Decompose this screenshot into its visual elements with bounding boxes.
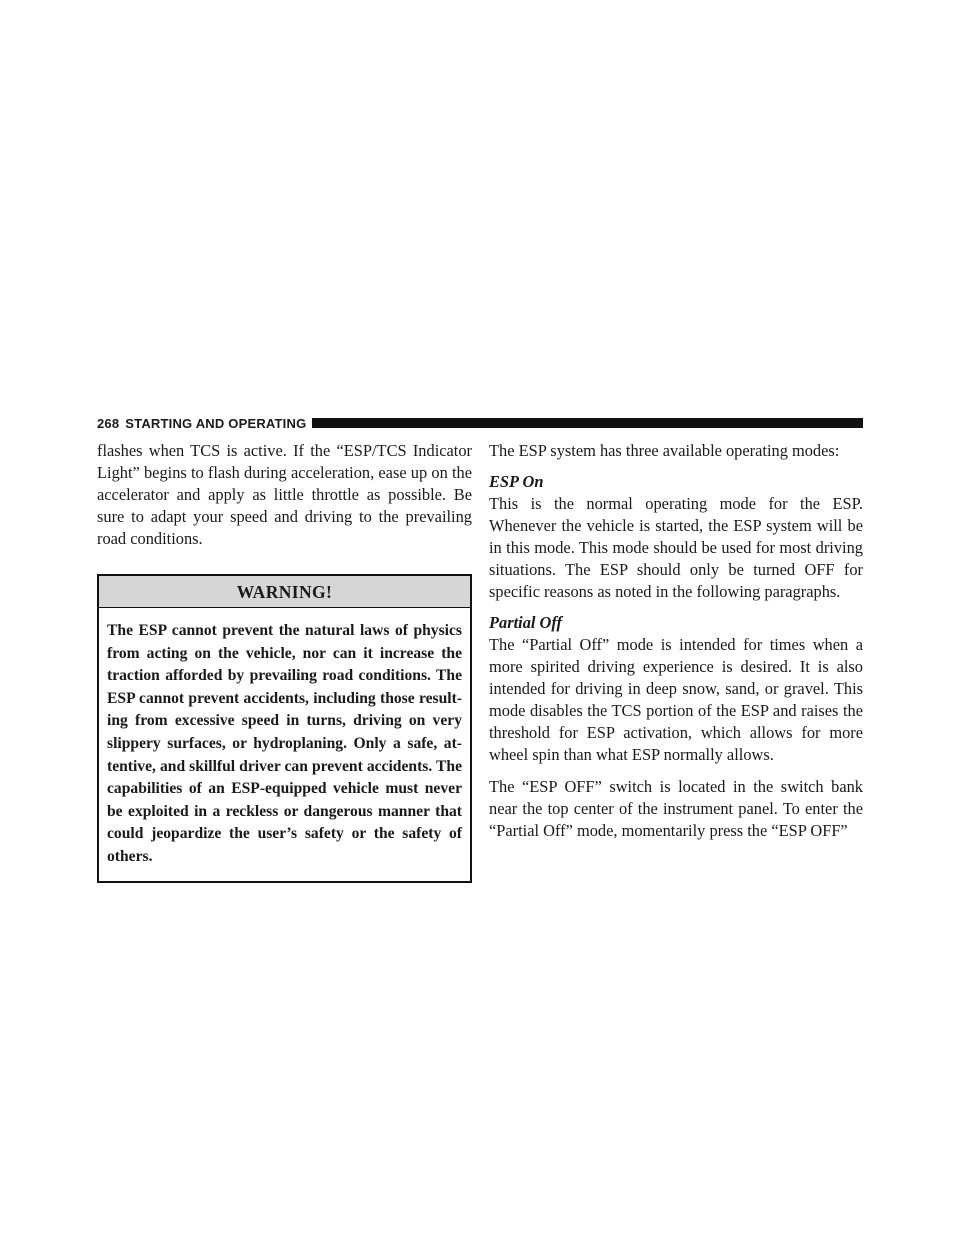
intro-paragraph: flashes when TCS is active. If the “ESP/TCS Indicator Light” begins to flash during acceleration, ease up on the accelerator and apply as little throttle as possible. Be sure to adapt your speed and driving to the prevailing road conditions.	[97, 441, 472, 548]
esp-on-paragraph: This is the normal operating mode for the ESP. Whenever the vehicle is started, the ESP system will be in this mode. This mode should be used for most driving situations. The ESP should only be turned OFF for specific reasons as noted in the following paragraphs.	[489, 494, 863, 601]
section-title: STARTING AND OPERATING	[125, 415, 307, 431]
switch-paragraph: The “ESP OFF” switch is located in the switch bank near the top center of the instrument panel. To enter the “Partial Off” mode, momentarily press the “ESP OFF”	[489, 777, 863, 840]
header-rule	[312, 418, 863, 428]
page-number: 268	[97, 415, 120, 431]
partial-off-heading: Partial Off	[489, 613, 562, 632]
right-column	[489, 440, 863, 842]
esp-on-heading: ESP On	[489, 472, 544, 491]
left-column	[97, 440, 472, 883]
partial-off-paragraph: The “Partial Off” mode is intended for times when a more spirited driving experience is desired. It is also intended for driving in deep snow, sand, or gravel. This mode disables the TCS portion of the ESP and raises the threshold for ESP activation, which allows for more wheel spin than what ESP normally allows.	[489, 635, 863, 764]
warning-body: The ESP cannot prevent the natural laws of physics from acting on the vehicle, nor can it increase the traction afforded by prevailing road conditions. The ESP cannot prevent accidents, including those resulting from excessive speed in turns, driving on very slippery surfaces, or hydroplaning. Only a safe, attentive, and skillful driver can prevent accidents. The capabilities of an ESP-equipped vehicle must never be exploited in a reckless or dangerous manner that could jeopardize the user’s safety or the safety of others.	[107, 622, 462, 865]
warning-title: WARNING!	[99, 576, 470, 608]
page-header	[97, 415, 863, 431]
warning-box	[97, 574, 472, 883]
modes-intro: The ESP system has three available operating modes:	[489, 441, 840, 460]
